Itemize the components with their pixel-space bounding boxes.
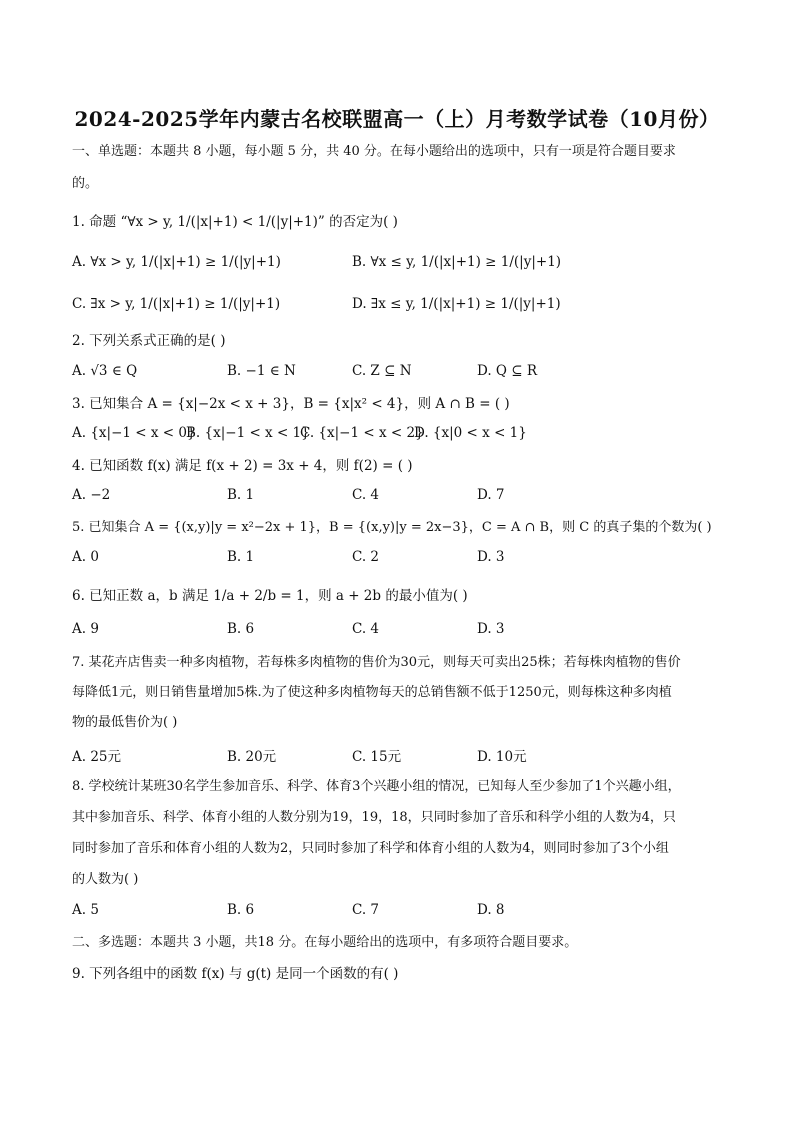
question-7-option-d: D. 10元 (477, 749, 527, 765)
question-8-stem-line-4: 的人数为( ) (72, 872, 139, 887)
question-5-option-d: D. 3 (477, 549, 505, 565)
question-5-option-b: B. 1 (227, 549, 255, 565)
question-4-option-d: D. 7 (477, 487, 505, 503)
question-6-stem: 6. 已知正数 a，b 满足 1/a + 2/b = 1，则 a + 2b 的最小值为( ) (72, 588, 468, 604)
question-8-stem-line-1: 8. 学校统计某班30名学生参加音乐、科学、体育3个兴趣小组的情况，已知每人至少参加了1个兴趣小组， (72, 779, 681, 794)
page-title: 2024-2025学年内蒙古名校联盟高一（上）月考数学试卷（10月份） (74, 107, 720, 131)
question-7-option-a: A. 25元 (72, 749, 122, 765)
question-8-option-d: D. 8 (477, 902, 505, 918)
section-2-heading: 二、多选题：本题共 3 小题，共18 分。在每小题给出的选项中，有多项符合题目要求。 (72, 935, 578, 950)
question-7-stem-line-1: 7. 某花卉店售卖一种多肉植物，若每株多肉植物的售价为30元，则每天可卖出25株；若每株肉植物的售价 (72, 655, 681, 670)
question-3-option-d: D. {x|0 < x < 1} (414, 425, 527, 441)
question-1-option-c: C. ∃x > y, 1/(|x|+1) ≥ 1/(|y|+1) (72, 296, 281, 312)
question-1-stem: 1. 命题 “∀x > y, 1/(|x|+1) < 1/(|y|+1)” 的否定为( ) (72, 214, 398, 230)
question-2-option-b: B. −1 ∈ N (227, 363, 296, 379)
question-4-stem: 4. 已知函数 f(x) 满足 f(x + 2) = 3x + 4，则 f(2) = ( ) (72, 458, 413, 474)
question-4-option-c: C. 4 (352, 487, 380, 503)
question-3-option-c: C. {x|−1 < x < 2} (300, 425, 424, 441)
question-8-stem-line-2: 其中参加音乐、科学、体育小组的人数分别为19，19，18，只同时参加了音乐和科学小组的人数为4，只 (72, 810, 676, 825)
question-2-option-a: A. √3 ∈ Q (72, 363, 138, 379)
question-1-options-row-1 (72, 254, 732, 276)
question-7-stem-line-3: 物的最低售价为( ) (72, 715, 178, 730)
question-2-option-d: D. Q ⊆ R (477, 363, 538, 379)
question-3-stem: 3. 已知集合 A = {x|−2x < x + 3}，B = {x|x² < 4}，则 A ∩ B = ( ) (72, 396, 510, 412)
section-1-heading-line-2: 的。 (72, 176, 99, 191)
question-1-option-d: D. ∃x ≤ y, 1/(|x|+1) ≥ 1/(|y|+1) (352, 296, 561, 312)
question-6-option-b: B. 6 (227, 621, 255, 637)
question-1-option-b: B. ∀x ≤ y, 1/(|x|+1) ≥ 1/(|y|+1) (352, 254, 562, 270)
question-3-option-a: A. {x|−1 < x < 0} (72, 425, 196, 441)
section-1-heading-line-1: 一、单选题：本题共 8 小题，每小题 5 分，共 40 分。在每小题给出的选项中，只有一项是符合题目要求 (72, 144, 676, 159)
question-2-options (72, 363, 732, 385)
question-3-option-b: B. {x|−1 < x < 1} (186, 425, 310, 441)
question-2-stem: 2. 下列关系式正确的是( ) (72, 333, 226, 349)
question-5-option-a: A. 0 (72, 549, 99, 565)
question-8-options (72, 902, 732, 924)
question-5-option-c: C. 2 (352, 549, 380, 565)
question-4-option-a: A. −2 (72, 487, 111, 503)
question-4-options (72, 487, 732, 509)
question-5-stem: 5. 已知集合 A = {(x,y)|y = x²−2x + 1}，B = {(x,y)|y = 2x−3}，C = A ∩ B，则 C 的真子集的个数为( ) (72, 520, 712, 535)
question-6-options (72, 621, 732, 643)
question-8-option-b: B. 6 (227, 902, 255, 918)
question-2-option-c: C. Z ⊆ N (352, 363, 412, 379)
question-6-option-c: C. 4 (352, 621, 380, 637)
question-1-option-a: A. ∀x > y, 1/(|x|+1) ≥ 1/(|y|+1) (72, 254, 281, 270)
question-1-options-row-2 (72, 296, 732, 318)
question-6-option-d: D. 3 (477, 621, 505, 637)
question-7-stem-line-2: 每降低1元，则日销售量增加5株.为了使这种多肉植物每天的总销售额不低于1250元，则每株这种多肉植 (72, 685, 672, 700)
question-8-option-a: A. 5 (72, 902, 99, 918)
question-3-options (72, 425, 732, 447)
question-4-option-b: B. 1 (227, 487, 255, 503)
question-5-options (72, 549, 732, 571)
question-8-option-c: C. 7 (352, 902, 380, 918)
question-7-options (72, 745, 732, 767)
question-7-option-c: C. 15元 (352, 749, 402, 765)
question-7-option-b: B. 20元 (227, 749, 277, 765)
question-9-stem: 9. 下列各组中的函数 f(x) 与 g(t) 是同一个函数的有( ) (72, 966, 399, 982)
question-6-option-a: A. 9 (72, 621, 99, 637)
question-8-stem-line-3: 同时参加了音乐和体育小组的人数为2，只同时参加了科学和体育小组的人数为4，则同时参加了3个小组 (72, 841, 669, 856)
